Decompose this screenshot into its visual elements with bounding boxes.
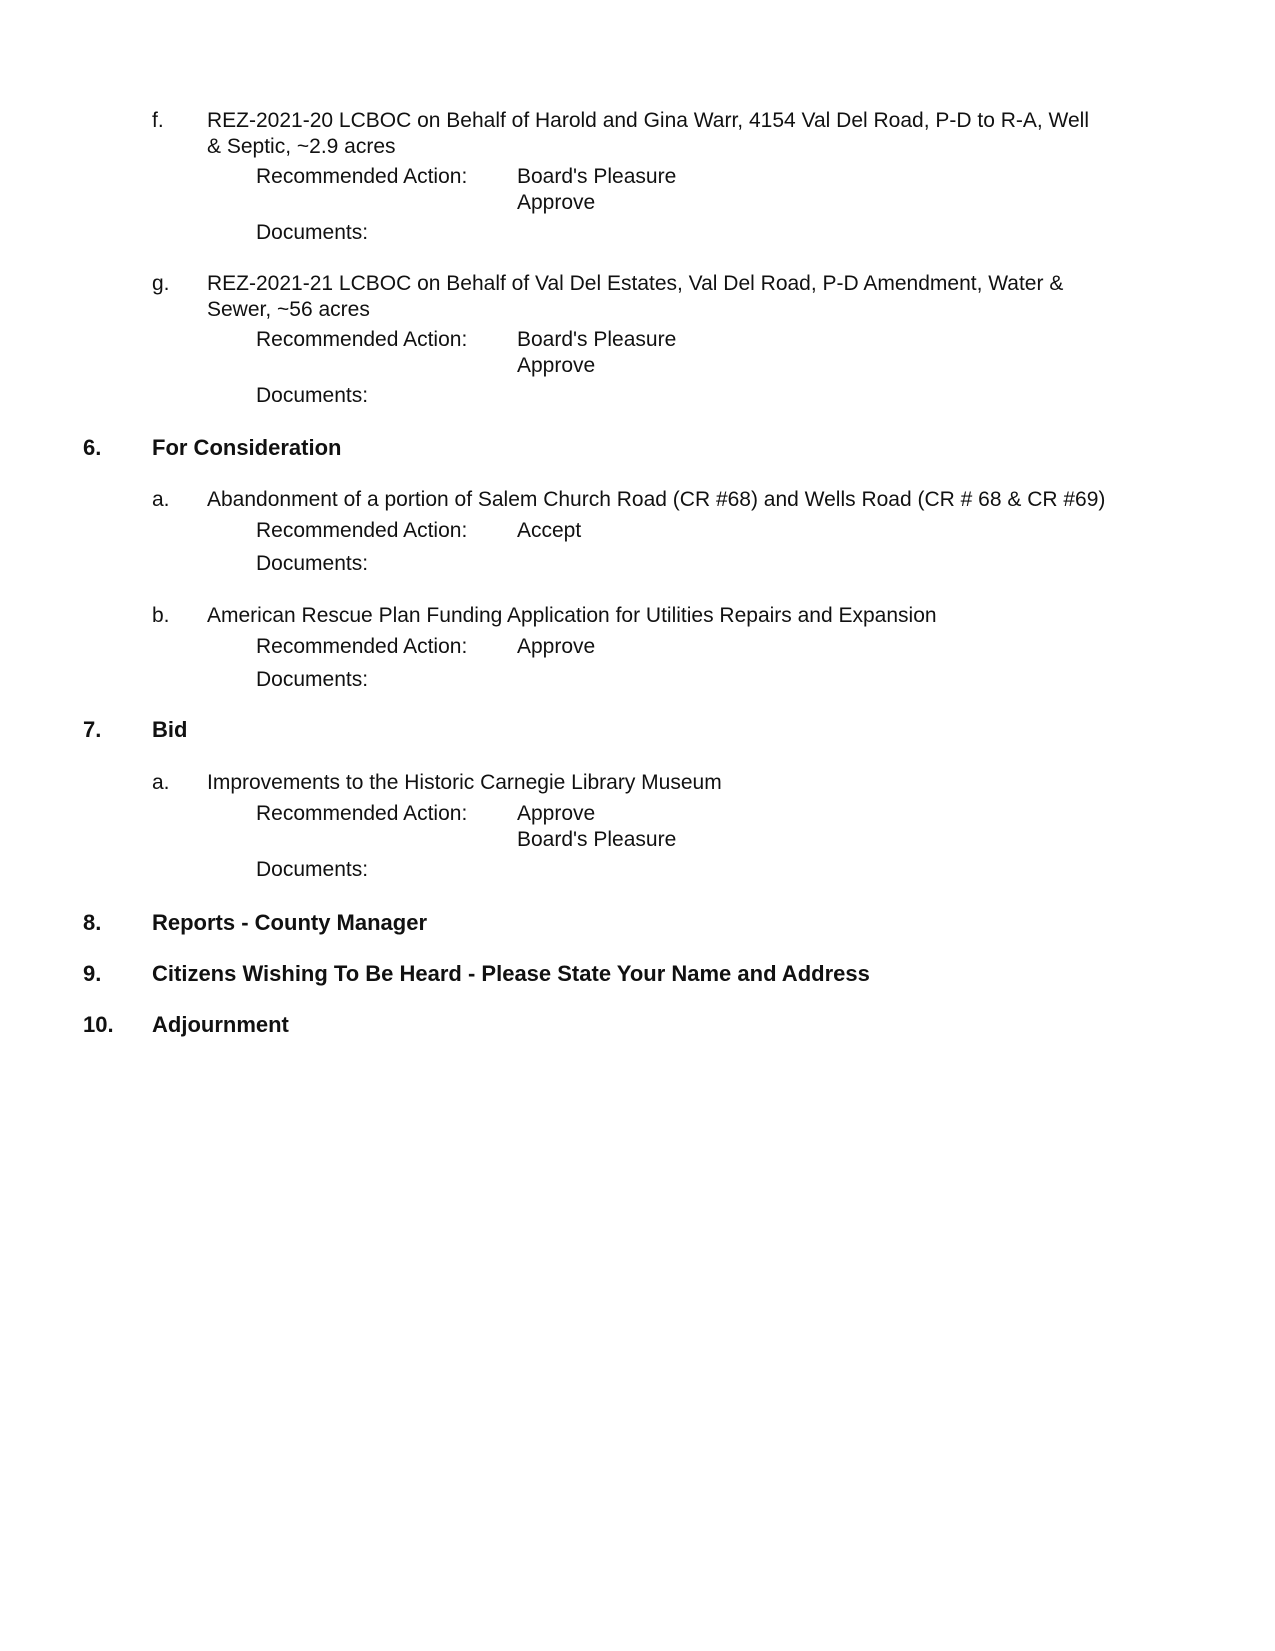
item-title: REZ-2021-20 LCBOC on Behalf of Harold and Gina Warr, 4154 Val Del Road, P-D to R-A, Well (207, 109, 1090, 132)
recommended-action-value: Board's Pleasure (517, 328, 677, 351)
item-title-continued: & Septic, ~2.9 acres (207, 135, 396, 158)
section-number: 7. (83, 717, 102, 742)
section-number: 6. (83, 435, 102, 460)
item-letter: a. (152, 771, 170, 794)
recommended-action-label: Recommended Action: (256, 802, 468, 825)
recommended-action-value: Accept (517, 519, 582, 542)
section-number: 10. (83, 1012, 114, 1037)
section-title: Adjournment (152, 1012, 289, 1037)
item-title-continued: Sewer, ~56 acres (207, 298, 370, 321)
item-letter: g. (152, 272, 170, 295)
documents-label: Documents: (256, 221, 369, 244)
recommended-action-label: Recommended Action: (256, 635, 468, 658)
section-title: Reports - County Manager (152, 910, 428, 935)
item-title: Improvements to the Historic Carnegie Library Museum (207, 771, 722, 794)
documents-label: Documents: (256, 668, 369, 691)
recommended-action-label: Recommended Action: (256, 519, 468, 542)
recommended-action-value: Approve (517, 354, 596, 377)
item-letter: b. (152, 604, 170, 627)
documents-label: Documents: (256, 552, 369, 575)
item-letter: a. (152, 488, 170, 511)
recommended-action-label: Recommended Action: (256, 165, 468, 188)
recommended-action-value: Approve (517, 802, 596, 825)
recommended-action-value: Approve (517, 191, 596, 214)
item-title: American Rescue Plan Funding Application for Utilities Repairs and Expansion (207, 604, 937, 627)
section-title: Citizens Wishing To Be Heard - Please State Your Name and Address (152, 961, 870, 986)
recommended-action-label: Recommended Action: (256, 328, 468, 351)
section-title: Bid (152, 717, 188, 742)
section-number: 9. (83, 961, 102, 986)
item-letter: f. (152, 109, 164, 132)
recommended-action-value: Board's Pleasure (517, 165, 677, 188)
section-number: 8. (83, 910, 102, 935)
item-title: Abandonment of a portion of Salem Church Road (CR #68) and Wells Road (CR # 68 & CR #69) (207, 488, 1106, 511)
recommended-action-value: Approve (517, 635, 596, 658)
recommended-action-value: Board's Pleasure (517, 828, 677, 851)
section-title: For Consideration (152, 435, 342, 460)
documents-label: Documents: (256, 858, 369, 881)
item-title: REZ-2021-21 LCBOC on Behalf of Val Del Estates, Val Del Road, P-D Amendment, Water & (207, 272, 1064, 295)
documents-label: Documents: (256, 384, 369, 407)
